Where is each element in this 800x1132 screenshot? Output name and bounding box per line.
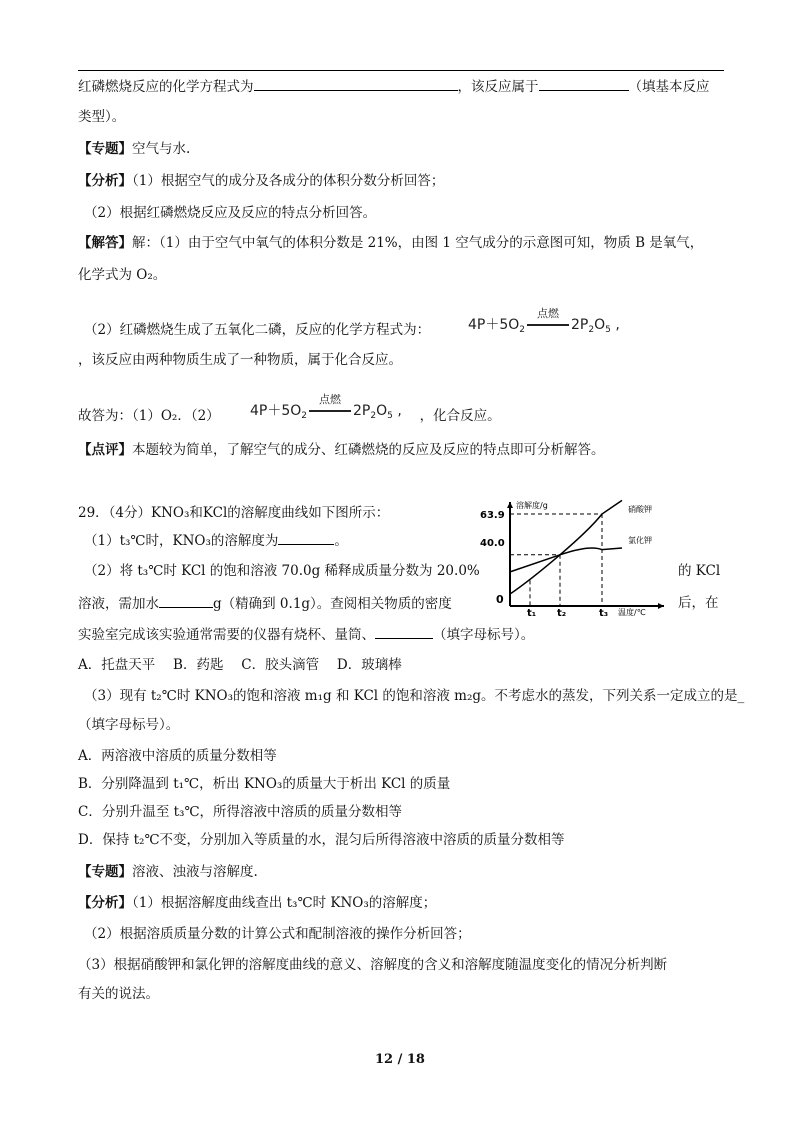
answer-blank[interactable] xyxy=(159,593,213,608)
x-tick-label: t₂ xyxy=(557,608,567,616)
option-c: C．分别升温至 t₃℃，所得溶液中溶质的质量分数相等 xyxy=(78,804,403,820)
analysis-line-3 xyxy=(78,893,436,913)
answer-blank[interactable] xyxy=(539,76,629,91)
topic-tag: 【专题】 xyxy=(78,864,132,880)
solution-line-4: ，该反应由两种物质生成了一种物质，属于化合反应。 xyxy=(78,352,402,368)
solution-line xyxy=(78,233,703,253)
q-part-2: （2）将 t₃℃时 KCl 的饱和溶液 70.0g 稀释成质量分数为 20.0% xyxy=(84,563,480,579)
page-number: 12 / 18 xyxy=(375,1052,425,1067)
analysis-text: （1）根据空气的成分及各成分的体积分数分析回答； xyxy=(132,173,445,189)
line-reaction-equation xyxy=(78,76,710,97)
q-part-3b: （填字母标号）。 xyxy=(78,717,180,733)
origin-label: 0 xyxy=(496,593,504,606)
solution-line-2: 化学式为 O₂。 xyxy=(78,267,167,283)
series-label-kcl: 氯化钾 xyxy=(628,536,652,545)
analysis-line-4: （2）根据溶质质量分数的计算公式和配制溶液的操作分析回答； xyxy=(84,926,471,942)
topic-line-2 xyxy=(78,862,258,882)
analysis-line xyxy=(78,171,444,191)
series-label-kno3: 硝酸钾 xyxy=(628,505,652,514)
option-b: B．分别降温到 t₁℃，析出 KNO₃的质量大于析出 KCl 的质量 xyxy=(78,776,451,792)
option-d: D．保持 t₂℃不变，分别加入等质量的水，混匀后所得溶液中溶质的质量分数相等 xyxy=(78,832,565,848)
y-tick-label: 63.9 xyxy=(480,510,505,521)
y-axis-arrow xyxy=(507,502,513,508)
solution-line-3: （2）红磷燃烧生成了五氧化二磷，反应的化学方程式为： xyxy=(84,322,431,338)
solution-tag: 【解答】 xyxy=(78,235,132,251)
analysis-tag: 【分析】 xyxy=(78,895,132,911)
q-part-2-end: 的 KCl xyxy=(678,563,721,579)
analysis-text: （1）根据溶解度曲线查出 t₃℃时 KNO₃的溶解度； xyxy=(132,895,437,911)
analysis-line-5: （3）根据硝酸钾和氯化钾的溶解度曲线的意义、溶解度的含义和溶解度随温度变化的情况分析判断 xyxy=(78,957,668,973)
line-type: 类型）。 xyxy=(78,109,126,125)
comment-tag: 【点评】 xyxy=(78,442,132,458)
text: （填基本反应 xyxy=(628,79,710,95)
comment-line xyxy=(78,440,605,460)
answer-blank[interactable] xyxy=(278,530,334,545)
q-part-2b: 溶液，需加水 g（精确到 0.1g）。查阅相关物质的密度 xyxy=(78,593,452,614)
top-rule xyxy=(78,70,724,71)
text: ，该反应属于 xyxy=(457,79,539,95)
option-a: A．两溶液中溶质的质量分数相等 xyxy=(78,748,277,764)
q-part-2b-end: 后，在 xyxy=(678,595,719,611)
q-part-3: （3）现有 t₂℃时 KNO₃的饱和溶液 m₁g 和 KCl 的饱和溶液 m₂g。不考虑水的蒸发，下列关系一定成立的是_ xyxy=(84,688,745,704)
topic-text: 空气与水. xyxy=(132,141,191,157)
topic-tag: 【专题】 xyxy=(78,141,132,157)
analysis-line-2: （2）根据红磷燃烧反应及反应的特点分析回答。 xyxy=(84,205,377,221)
solution-text: 解：（1）由于空气中氧气的体积分数是 21%，由图 1 空气成分的示意图可知，物质 B 是氧气， xyxy=(132,235,704,251)
analysis-line-6: 有关的说法。 xyxy=(78,986,159,1002)
q-part-2c: 实验室完成该实验通常需要的仪器有烧杯、量筒、 （填字母标号）。 xyxy=(78,624,534,645)
y-tick-label: 40.0 xyxy=(480,538,505,549)
chemical-equation-2: $4P+5O_2$ 点燃 $2P_2O_5$ , xyxy=(250,393,402,421)
answer-blank[interactable] xyxy=(254,76,458,91)
chemical-equation: $4P+5O_2$ 点燃 $2P_2O_5$ , xyxy=(468,307,620,335)
topic-text: 溶液、浊液与溶解度. xyxy=(132,864,258,880)
answer-text-end: ，化合反应。 xyxy=(419,408,501,424)
answer-blank[interactable] xyxy=(375,624,433,639)
topic-line xyxy=(78,139,190,159)
x-axis-arrow xyxy=(658,603,664,609)
x-tick-label: t₃ xyxy=(599,608,609,616)
comment-text: 本题较为简单，了解空气的成分、红磷燃烧的反应及反应的特点即可分析解答。 xyxy=(132,442,605,458)
analysis-tag: 【分析】 xyxy=(78,173,132,189)
question-29: 29．（4分）KNO₃和KCl的溶解度曲线如下图所示： xyxy=(78,505,390,521)
answer-text: 故答为：（1）O₂．（2） xyxy=(78,408,220,424)
q-options: A．托盘天平 B．药匙 C．胶头滴管 D．玻璃棒 xyxy=(78,657,402,673)
text: 红磷燃烧反应的化学方程式为 xyxy=(78,79,254,95)
y-axis-label: 溶解度/g xyxy=(516,501,548,510)
series-line-kcl xyxy=(510,548,622,572)
x-axis-label: 温度/℃ xyxy=(618,608,646,616)
q-part-1: （1）t₃℃时，KNO₃的溶解度为 。 xyxy=(84,530,348,551)
x-tick-label: t₁ xyxy=(527,608,537,616)
solubility-chart xyxy=(478,498,668,616)
